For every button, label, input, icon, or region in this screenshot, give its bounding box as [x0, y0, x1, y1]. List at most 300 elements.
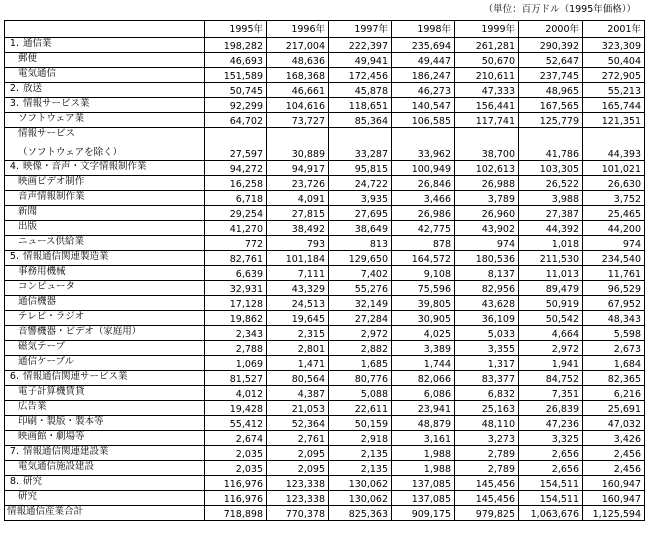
value-cell: 11,761: [583, 266, 645, 281]
value-cell: 82,956: [455, 281, 519, 296]
value-cell: 8,137: [455, 266, 519, 281]
value-cell: 9,108: [392, 266, 455, 281]
value-cell: 160,947: [583, 476, 645, 491]
row-label-cell: [5, 83, 205, 98]
value-cell: 222,397: [329, 38, 392, 53]
value-cell: 974: [583, 236, 645, 251]
value-cell: 290,392: [519, 38, 583, 53]
value-cell: 94,917: [267, 161, 329, 176]
value-cell: 16,258: [205, 176, 267, 191]
value-cell: 130,062: [329, 491, 392, 506]
table-row: [5, 206, 645, 221]
value-cell: 210,611: [455, 68, 519, 83]
row-label: 通信ケーブル: [18, 356, 75, 367]
row-label-cell: [5, 326, 205, 341]
value-cell: 52,364: [267, 416, 329, 431]
value-cell: 1,744: [392, 356, 455, 371]
table-row: [5, 461, 645, 476]
value-cell: 24,513: [267, 296, 329, 311]
value-cell: 32,149: [329, 296, 392, 311]
value-cell: 94,272: [205, 161, 267, 176]
table-row: [5, 68, 645, 83]
value-cell: 2,674: [205, 431, 267, 446]
row-label: 研究: [23, 476, 43, 487]
value-cell: 75,596: [392, 281, 455, 296]
value-cell: 7,111: [267, 266, 329, 281]
row-label: 情報通信産業合計: [7, 506, 84, 517]
row-label-cell: [5, 461, 205, 476]
table-header-row: [5, 21, 645, 38]
row-label: 電子計算機賃貸: [18, 386, 85, 397]
value-cell: 67,952: [583, 296, 645, 311]
table-row: [5, 401, 645, 416]
value-cell: 26,988: [455, 176, 519, 191]
value-cell: 718,898: [205, 506, 267, 521]
value-cell: 48,965: [519, 83, 583, 98]
value-cell: 2,972: [329, 326, 392, 341]
value-cell: 217,004: [267, 38, 329, 53]
value-cell: 2,343: [205, 326, 267, 341]
value-cell: 92,299: [205, 98, 267, 113]
value-cell: 38,492: [267, 221, 329, 236]
value-cell: 793: [267, 236, 329, 251]
value-cell: 50,542: [519, 311, 583, 326]
value-cell: 151,589: [205, 68, 267, 83]
value-cell: 50,919: [519, 296, 583, 311]
value-cell: 42,775: [392, 221, 455, 236]
row-label-cell: [5, 356, 205, 371]
value-cell: 43,329: [267, 281, 329, 296]
row-label: 情報通信関連建設業: [23, 446, 109, 457]
row-label-cell: [5, 113, 205, 128]
row-label-cell: [5, 311, 205, 326]
value-cell: 5,598: [583, 326, 645, 341]
industry-data-table: [4, 20, 645, 521]
value-cell: 4,025: [392, 326, 455, 341]
value-cell: 2,918: [329, 431, 392, 446]
value-cell: 26,960: [455, 206, 519, 221]
row-label: コンピュータ: [18, 281, 76, 292]
value-cell: 1,125,594: [583, 506, 645, 521]
row-label-cell: [5, 98, 205, 113]
row-label-cell: [5, 53, 205, 68]
value-cell: 39,805: [392, 296, 455, 311]
year-header: 2001年: [583, 21, 645, 38]
value-cell: 19,862: [205, 311, 267, 326]
row-label-cell: [5, 386, 205, 401]
year-header: 1998年: [392, 21, 455, 38]
year-header: 2000年: [519, 21, 583, 38]
value-cell: 2,972: [519, 341, 583, 356]
table-row: [5, 176, 645, 191]
category-row: [5, 98, 645, 113]
value-cell: 145,456: [455, 476, 519, 491]
value-cell: 47,333: [455, 83, 519, 98]
category-row: [5, 251, 645, 266]
value-cell: 2,789: [455, 461, 519, 476]
row-label-cell: [5, 446, 205, 461]
value-cell: 123,338: [267, 491, 329, 506]
row-label: 新聞: [18, 206, 38, 217]
value-cell: 211,530: [519, 251, 583, 266]
category-row: [5, 38, 645, 53]
value-cell: 19,645: [267, 311, 329, 326]
value-cell: 27,695: [329, 206, 392, 221]
category-row: [5, 446, 645, 461]
value-cell: 117,741: [455, 113, 519, 128]
row-label-cell: [5, 431, 205, 446]
value-cell: 84,752: [519, 371, 583, 386]
table-row: [5, 128, 645, 161]
value-cell: 83,377: [455, 371, 519, 386]
row-label-cell: [5, 128, 205, 161]
value-cell: 30,905: [392, 311, 455, 326]
value-cell: 172,456: [329, 68, 392, 83]
value-cell: 154,511: [519, 476, 583, 491]
row-label-line2: （ソフトウェアを除く）: [18, 147, 123, 158]
category-number: 7.: [9, 446, 19, 457]
value-cell: 770,378: [267, 506, 329, 521]
row-label: 映画館・劇場等: [18, 431, 85, 442]
value-cell: 27,387: [519, 206, 583, 221]
category-number: 3.: [9, 98, 19, 109]
value-cell: 1,941: [519, 356, 583, 371]
value-cell: 3,988: [519, 191, 583, 206]
table-row: [5, 341, 645, 356]
value-cell: 2,035: [205, 446, 267, 461]
value-cell: 2,673: [583, 341, 645, 356]
row-label-cell: [5, 371, 205, 386]
value-cell: 47,236: [519, 416, 583, 431]
row-label: 映画ビデオ制作: [18, 176, 85, 187]
category-row: [5, 83, 645, 98]
value-cell: 118,651: [329, 98, 392, 113]
value-cell: 2,135: [329, 461, 392, 476]
value-cell: 26,522: [519, 176, 583, 191]
category-number: 8.: [9, 476, 19, 487]
row-label-cell: [5, 206, 205, 221]
value-cell: 3,355: [455, 341, 519, 356]
value-cell: 24,722: [329, 176, 392, 191]
value-cell: 47,032: [583, 416, 645, 431]
value-cell: 164,572: [392, 251, 455, 266]
table-row: [5, 266, 645, 281]
value-cell: 45,878: [329, 83, 392, 98]
value-cell: 30,889: [267, 128, 329, 161]
value-cell: 2,656: [519, 446, 583, 461]
table-row: [5, 236, 645, 251]
value-cell: 21,053: [267, 401, 329, 416]
value-cell: 825,363: [329, 506, 392, 521]
value-cell: 3,426: [583, 431, 645, 446]
row-label: 情報通信関連製造業: [23, 251, 109, 262]
value-cell: 5,088: [329, 386, 392, 401]
value-cell: 103,305: [519, 161, 583, 176]
value-cell: 48,879: [392, 416, 455, 431]
row-label: 印刷・製版・製本等: [18, 416, 104, 427]
row-label-cell: [5, 506, 205, 521]
value-cell: 2,882: [329, 341, 392, 356]
value-cell: 73,727: [267, 113, 329, 128]
value-cell: 48,343: [583, 311, 645, 326]
table-row: [5, 113, 645, 128]
value-cell: 1,471: [267, 356, 329, 371]
value-cell: 1,988: [392, 446, 455, 461]
value-cell: 26,986: [392, 206, 455, 221]
value-cell: 813: [329, 236, 392, 251]
category-row: [5, 476, 645, 491]
value-cell: 116,976: [205, 491, 267, 506]
value-cell: 2,095: [267, 461, 329, 476]
value-cell: 38,700: [455, 128, 519, 161]
value-cell: 4,387: [267, 386, 329, 401]
row-label-cell: [5, 191, 205, 206]
value-cell: 82,365: [583, 371, 645, 386]
row-label-cell: [5, 236, 205, 251]
value-cell: 100,949: [392, 161, 455, 176]
row-label-cell: [5, 281, 205, 296]
row-label-cell: [5, 416, 205, 431]
value-cell: 2,761: [267, 431, 329, 446]
value-cell: 101,184: [267, 251, 329, 266]
row-label: 電気通信: [18, 68, 57, 79]
row-label: 通信業: [23, 38, 52, 49]
value-cell: 1,317: [455, 356, 519, 371]
category-number: 5.: [9, 251, 19, 262]
value-cell: 33,962: [392, 128, 455, 161]
row-label: 情報サービス業: [23, 98, 90, 109]
row-label: 情報通信関連サービス業: [23, 371, 128, 382]
value-cell: 22,611: [329, 401, 392, 416]
category-row: [5, 161, 645, 176]
value-cell: 25,163: [455, 401, 519, 416]
table-row: [5, 311, 645, 326]
value-cell: 25,465: [583, 206, 645, 221]
row-label: 通信機器: [18, 296, 57, 307]
value-cell: 55,213: [583, 83, 645, 98]
value-cell: 121,351: [583, 113, 645, 128]
value-cell: 2,789: [455, 446, 519, 461]
row-label-cell: [5, 68, 205, 83]
value-cell: 48,636: [267, 53, 329, 68]
row-label: 磁気テープ: [18, 341, 66, 352]
value-cell: 80,776: [329, 371, 392, 386]
row-label-cell: [5, 251, 205, 266]
value-cell: 3,389: [392, 341, 455, 356]
row-label-cell: [5, 341, 205, 356]
value-cell: 234,540: [583, 251, 645, 266]
row-label: 情報サービス: [18, 128, 76, 139]
year-header: 1995年: [205, 21, 267, 38]
table-row: [5, 221, 645, 236]
value-cell: 82,066: [392, 371, 455, 386]
value-cell: 43,628: [455, 296, 519, 311]
value-cell: 6,216: [583, 386, 645, 401]
value-cell: 4,091: [267, 191, 329, 206]
value-cell: 32,931: [205, 281, 267, 296]
value-cell: 6,086: [392, 386, 455, 401]
row-label: テレビ・ラジオ: [18, 311, 85, 322]
value-cell: 19,428: [205, 401, 267, 416]
table-row: [5, 386, 645, 401]
value-cell: 2,801: [267, 341, 329, 356]
table-row: [5, 191, 645, 206]
category-row: [5, 371, 645, 386]
value-cell: 5,033: [455, 326, 519, 341]
value-cell: 116,976: [205, 476, 267, 491]
row-label-cell: [5, 401, 205, 416]
value-cell: 168,368: [267, 68, 329, 83]
row-label-cell: [5, 476, 205, 491]
value-cell: 6,639: [205, 266, 267, 281]
value-cell: 80,564: [267, 371, 329, 386]
value-cell: 50,745: [205, 83, 267, 98]
value-cell: 41,270: [205, 221, 267, 236]
value-cell: 82,761: [205, 251, 267, 266]
category-number: 6.: [9, 371, 19, 382]
row-label: 放送: [23, 83, 43, 94]
value-cell: 7,351: [519, 386, 583, 401]
table-row: [5, 326, 645, 341]
row-label: ニュース供給業: [18, 236, 85, 247]
value-cell: 130,062: [329, 476, 392, 491]
value-cell: 3,752: [583, 191, 645, 206]
value-cell: 102,613: [455, 161, 519, 176]
value-cell: 23,726: [267, 176, 329, 191]
value-cell: 96,529: [583, 281, 645, 296]
value-cell: 49,447: [392, 53, 455, 68]
value-cell: 2,656: [519, 461, 583, 476]
value-cell: 167,565: [519, 98, 583, 113]
value-cell: 198,282: [205, 38, 267, 53]
value-cell: 101,021: [583, 161, 645, 176]
table-row: [5, 416, 645, 431]
row-label: ソフトウェア業: [18, 113, 85, 124]
value-cell: 125,779: [519, 113, 583, 128]
value-cell: 26,846: [392, 176, 455, 191]
value-cell: 6,832: [455, 386, 519, 401]
value-cell: 44,392: [519, 221, 583, 236]
value-cell: 140,547: [392, 98, 455, 113]
row-label: 音響機器・ビデオ（家庭用）: [18, 326, 142, 337]
value-cell: 33,287: [329, 128, 392, 161]
value-cell: 106,585: [392, 113, 455, 128]
value-cell: 48,110: [455, 416, 519, 431]
row-label: 広告業: [18, 401, 47, 412]
row-label: 音声情報制作業: [18, 191, 85, 202]
value-cell: 2,035: [205, 461, 267, 476]
row-label-cell: [5, 161, 205, 176]
table-row: [5, 491, 645, 506]
value-cell: 104,616: [267, 98, 329, 113]
value-cell: 17,128: [205, 296, 267, 311]
row-label: 出版: [18, 221, 38, 232]
value-cell: 160,947: [583, 491, 645, 506]
value-cell: 7,402: [329, 266, 392, 281]
table-row: [5, 431, 645, 446]
value-cell: 11,013: [519, 266, 583, 281]
unit-note: （単位：百万ドル（1995年価格））: [483, 4, 636, 15]
value-cell: 3,466: [392, 191, 455, 206]
value-cell: 261,281: [455, 38, 519, 53]
row-label-cell: [5, 221, 205, 236]
value-cell: 1,063,676: [519, 506, 583, 521]
value-cell: 3,273: [455, 431, 519, 446]
value-cell: 235,694: [392, 38, 455, 53]
value-cell: 237,745: [519, 68, 583, 83]
table-row: [5, 281, 645, 296]
row-label: 研究: [18, 491, 38, 502]
table-row: [5, 356, 645, 371]
value-cell: 25,691: [583, 401, 645, 416]
row-label: 郵便: [18, 53, 38, 64]
value-cell: 89,479: [519, 281, 583, 296]
value-cell: 44,393: [583, 128, 645, 161]
value-cell: 2,315: [267, 326, 329, 341]
value-cell: 95,815: [329, 161, 392, 176]
value-cell: 186,247: [392, 68, 455, 83]
value-cell: 43,902: [455, 221, 519, 236]
value-cell: 49,941: [329, 53, 392, 68]
value-cell: 50,670: [455, 53, 519, 68]
value-cell: 50,159: [329, 416, 392, 431]
value-cell: 165,744: [583, 98, 645, 113]
value-cell: 2,456: [583, 446, 645, 461]
value-cell: 46,661: [267, 83, 329, 98]
value-cell: 137,085: [392, 491, 455, 506]
value-cell: 154,511: [519, 491, 583, 506]
value-cell: 772: [205, 236, 267, 251]
value-cell: 55,276: [329, 281, 392, 296]
value-cell: 878: [392, 236, 455, 251]
value-cell: 6,718: [205, 191, 267, 206]
value-cell: 323,309: [583, 38, 645, 53]
category-number: 2.: [9, 83, 19, 94]
header-corner: [5, 21, 205, 38]
value-cell: 29,254: [205, 206, 267, 221]
value-cell: 41,786: [519, 128, 583, 161]
value-cell: 979,825: [455, 506, 519, 521]
row-label-cell: [5, 176, 205, 191]
value-cell: 2,095: [267, 446, 329, 461]
value-cell: 55,412: [205, 416, 267, 431]
row-label-cell: [5, 266, 205, 281]
value-cell: 1,988: [392, 461, 455, 476]
value-cell: 2,788: [205, 341, 267, 356]
value-cell: 46,693: [205, 53, 267, 68]
row-label: 事務用機械: [18, 266, 66, 277]
value-cell: 4,012: [205, 386, 267, 401]
value-cell: 1,069: [205, 356, 267, 371]
value-cell: 44,200: [583, 221, 645, 236]
value-cell: 3,325: [519, 431, 583, 446]
value-cell: 1,685: [329, 356, 392, 371]
value-cell: 137,085: [392, 476, 455, 491]
row-label-cell: [5, 491, 205, 506]
value-cell: 27,284: [329, 311, 392, 326]
year-header: 1999年: [455, 21, 519, 38]
table-row: [5, 53, 645, 68]
value-cell: 26,839: [519, 401, 583, 416]
value-cell: 180,536: [455, 251, 519, 266]
row-label-cell: [5, 296, 205, 311]
value-cell: 23,941: [392, 401, 455, 416]
value-cell: 4,664: [519, 326, 583, 341]
value-cell: 156,441: [455, 98, 519, 113]
table-body: [5, 38, 645, 521]
value-cell: 1,018: [519, 236, 583, 251]
value-cell: 2,456: [583, 461, 645, 476]
